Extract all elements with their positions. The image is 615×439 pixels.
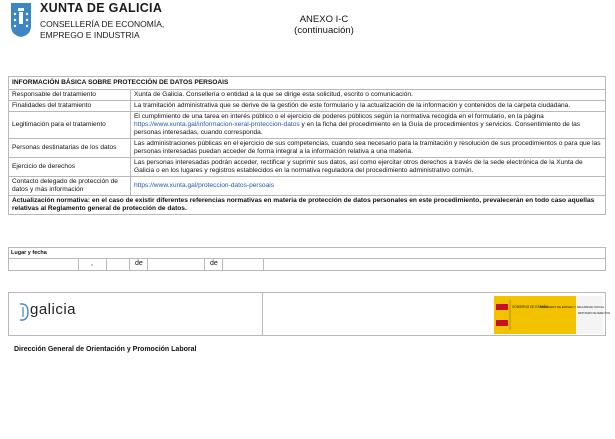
dpo-link[interactable]: https://www.xunta.gal/proteccion-datos-persoais [134, 182, 275, 189]
gov-logo-line2: MINISTERIO DE EMPLEO Y SEGURIDAD SOCIAL [540, 305, 605, 309]
regulatory-update: Actualización normativa: en el caso de existir diferentes referencias normativas en materia de protección de datos personales en este procedimiento, prevalecerán en todo caso aquellas relativas al Reglamento general de protección de datos. [9, 196, 606, 215]
table-row [9, 101, 606, 112]
row-text: Xunta de Galicia. Consellería o entidad a la que se dirige esta solicitud, escrito o comunicación. [131, 90, 606, 101]
divider [262, 292, 263, 336]
galicia-logo: galicia [30, 301, 77, 318]
row-text: Las personas interesadas podrán acceder, rectificar y suprimir sus datos, así como ejercitar otros derechos a través de la sede electrónica de la Xunta de Galicia o en los lugares y registros establecidos en la normativa reguladora del procedimiento administrativo común. [131, 158, 606, 177]
legitimation-text-b: y en la ficha del procedimiento en la Guía de procedimientos y servicios. Consentimiento de las personas interesadas, cuando corresponda. [134, 121, 581, 136]
de-separator-1: de [135, 260, 143, 267]
gov-logo-line3: MINISTERIO DE DERECHOS [578, 312, 611, 315]
row-text [131, 177, 606, 196]
table-row [9, 177, 606, 196]
row-label: Personas destinatarias de los datos [9, 139, 131, 158]
info-link[interactable]: https://www.xunta.gal/informacion-xeral-proteccion-datos [134, 121, 300, 128]
row-label: Legitimación para el tratamiento [9, 112, 131, 139]
annex-subtitle: (continuación) [294, 25, 354, 36]
gov-logo-line1: GOBIERNO DE ESPAÑA [512, 305, 549, 309]
row-label: Responsable del tratamiento [9, 90, 131, 101]
table-row [9, 112, 606, 139]
divider [204, 258, 205, 271]
row-label: Finalidades del tratamiento [9, 101, 131, 112]
galicia-emblem-icon [17, 301, 31, 323]
table-row [9, 139, 606, 158]
table-row [9, 90, 606, 101]
month-field[interactable] [148, 259, 204, 271]
annex-heading [260, 14, 388, 36]
place-field[interactable] [9, 259, 78, 271]
de-separator-2: de [210, 260, 218, 267]
divider [129, 258, 130, 271]
comma-separator: , [91, 260, 93, 267]
place-date-box [8, 247, 606, 271]
day-field[interactable] [107, 259, 129, 271]
annex-title: ANEXO I-C [299, 14, 349, 25]
divider [8, 258, 606, 259]
row-label: Ejercicio de derechos [9, 158, 131, 177]
xunta-shield-logo [10, 2, 32, 38]
divider [78, 258, 79, 271]
spain-government-logo [494, 296, 611, 334]
logo-subtitle-1: CONSELLERÍA DE ECONOMÍA, [40, 19, 165, 29]
row-label: Contacto delegado de protección de datos y más información [9, 177, 131, 196]
data-protection-table [8, 76, 606, 215]
directorate-name: Dirección General de Orientación y Promoción Laboral [14, 346, 197, 353]
logo-title: XUNTA DE GALICIA [40, 1, 163, 15]
table-row [9, 158, 606, 177]
legitimation-text-a: El cumplimiento de una tarea en interés público o el ejercicio de poderes públicos según la normativa recogida en el formulario, en la página [134, 113, 544, 120]
data-protection-title: INFORMACIÓN BÁSICA SOBRE PROTECCIÓN DE DATOS PERSOAIS [9, 77, 606, 90]
row-text: La tramitación administrativa que se derive de la gestión de este formulario y la actualización de la información y contenidos de la carpeta ciudadana. [131, 101, 606, 112]
row-text: Las administraciones públicas en el ejercicio de sus competencias, cuando sea necesario para la tramitación y resolución de sus procedimientos o para que las personas interesadas puedan acceder de forma integral a la información relativa a una materia. [131, 139, 606, 158]
logo-subtitle-2: EMPREGO E INDUSTRIA [40, 30, 140, 40]
year-field[interactable] [223, 259, 263, 271]
row-text [131, 112, 606, 139]
place-date-label: Lugar y fecha [11, 250, 47, 256]
divider [263, 258, 264, 271]
